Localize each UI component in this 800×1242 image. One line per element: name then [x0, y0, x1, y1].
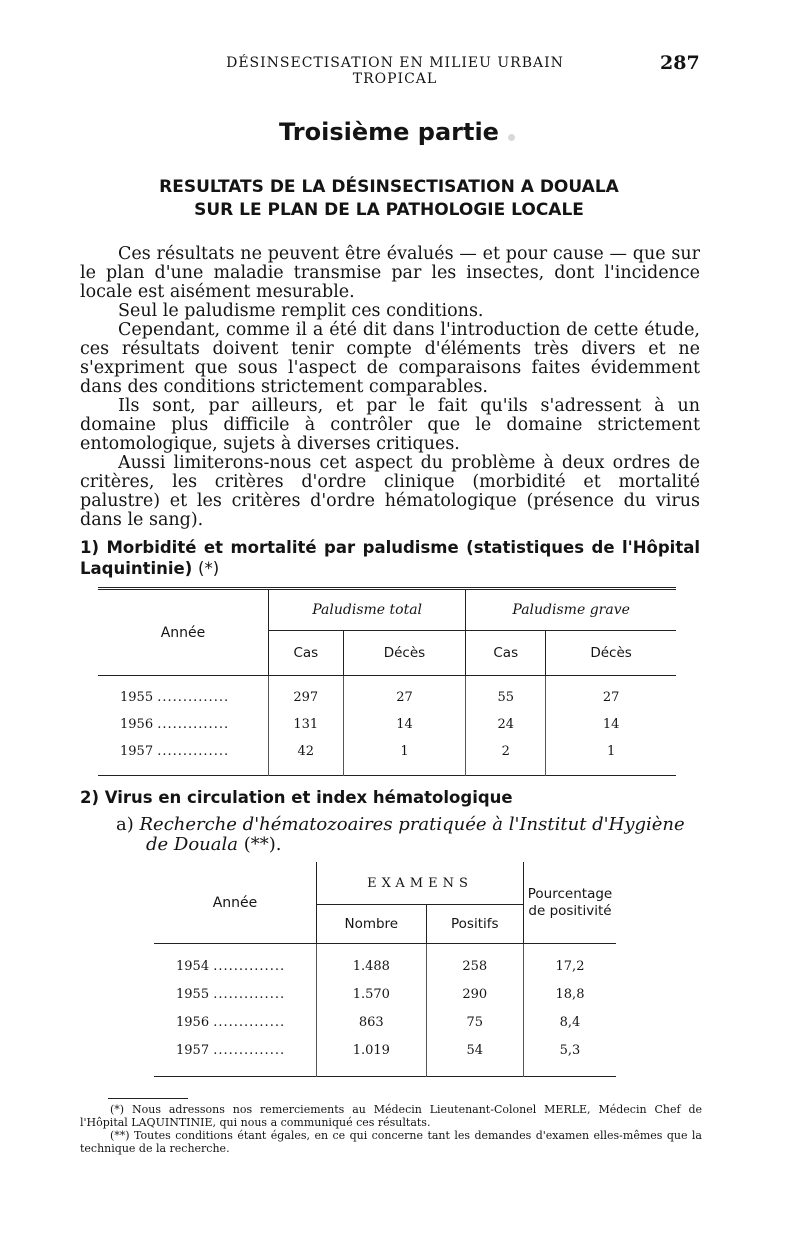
table-row	[98, 676, 676, 712]
leader-dots: ..............	[213, 986, 286, 1002]
cell: 17,2	[524, 944, 617, 981]
leader-dots: ..............	[157, 717, 230, 732]
table-row	[154, 1036, 616, 1077]
leader-dots: ..............	[157, 690, 230, 705]
footnote-ref: (**).	[243, 834, 282, 855]
subheading-letter: a)	[116, 814, 134, 835]
cell: 14	[343, 711, 466, 738]
subheading	[116, 815, 706, 855]
severe-malaria-header: Paludisme grave	[466, 589, 676, 631]
table-row	[98, 711, 676, 738]
footnote-ref: (*)	[198, 559, 220, 578]
cell: 55	[466, 676, 546, 712]
footnotes	[80, 1103, 702, 1155]
total-malaria-header: Paludisme total	[269, 589, 466, 631]
year-cell: 1957	[120, 744, 154, 759]
row-label	[154, 980, 317, 1008]
running-title: DÉSINSECTISATION EN MILIEU URBAIN TROPICAL	[226, 55, 564, 87]
cell: 297	[269, 676, 344, 712]
cell: 14	[546, 711, 676, 738]
cell: 131	[269, 711, 344, 738]
hematozoa-table	[154, 862, 616, 1077]
count-header: Nombre	[317, 905, 427, 944]
cell: 2	[466, 738, 546, 776]
positives-header: Positifs	[426, 905, 523, 944]
cell: 27	[343, 676, 466, 712]
subheading-line-2: de Douala	[146, 834, 238, 855]
year-cell: 1956	[176, 1014, 210, 1030]
cell: 24	[466, 711, 546, 738]
cell: 18,8	[524, 980, 617, 1008]
cell: 5,3	[524, 1036, 617, 1077]
paragraph: Aussi limiterons-nous cet aspect du problème à deux ordres de critères, les critères d'ordre clinique (morbidité et mortalité palustre) et les critères d'ordre hématologique (présence du virus dans le sang).	[80, 453, 700, 530]
leader-dots: ..............	[213, 1014, 286, 1030]
deaths-header: Décès	[546, 631, 676, 676]
ink-blot	[508, 134, 515, 141]
paragraph: Ils sont, par ailleurs, et par le fait qu'ils s'adressent à un domaine plus difficile à contrôler que le domaine strictement entomologique, sujets à diverses critiques.	[80, 396, 700, 454]
footnote: (**) Toutes conditions étant égales, en ce qui concerne tant les demandes d'examen elles-mêmes que la technique de la recherche.	[80, 1129, 702, 1155]
row-label	[154, 1036, 317, 1077]
year-cell: 1955	[120, 690, 154, 705]
year-cell: 1955	[176, 986, 210, 1002]
paragraph: Ces résultats ne peuvent être évalués — et pour cause — que sur le plan d'une maladie transmise par les insectes, dont l'incidence locale est aisément mesurable.	[80, 244, 700, 302]
cell: 1.570	[317, 980, 427, 1008]
section-heading-1	[80, 537, 700, 579]
part-title: Troisième partie	[279, 118, 499, 146]
row-label	[154, 944, 317, 981]
section-title-line-1: RESULTATS DE LA DÉSINSECTISATION A DOUALA	[159, 177, 619, 197]
year-cell: 1956	[120, 717, 154, 732]
year-cell: 1954	[176, 958, 210, 974]
cell: 1	[343, 738, 466, 776]
exams-header: EXAMENS	[317, 862, 524, 905]
leader-dots: ..............	[157, 744, 230, 759]
cell: 27	[546, 676, 676, 712]
cell: 42	[269, 738, 344, 776]
cell: 75	[426, 1008, 523, 1036]
leader-dots: ..............	[213, 958, 286, 974]
section-title	[0, 176, 778, 222]
footnote-rule	[108, 1098, 188, 1099]
table-row	[154, 1008, 616, 1036]
malaria-table	[98, 587, 676, 776]
body-text	[80, 245, 700, 530]
table-row	[154, 980, 616, 1008]
subheading-line-1: Recherche d'hématozoaires pratiquée à l'Institut d'Hygiène	[139, 814, 685, 835]
positivity-header-line-1: Pourcentage	[527, 885, 613, 902]
cell: 290	[426, 980, 523, 1008]
table-row	[98, 738, 676, 776]
year-header: Année	[98, 589, 269, 676]
row-label	[154, 1008, 317, 1036]
cases-header: Cas	[269, 631, 344, 676]
row-label	[98, 676, 269, 712]
leader-dots: ..............	[213, 1042, 286, 1058]
cell: 54	[426, 1036, 523, 1077]
section-heading-2: 2) Virus en circulation et index hématologique	[80, 788, 513, 807]
cell: 1.488	[317, 944, 427, 981]
year-header: Année	[154, 862, 317, 944]
row-label	[98, 738, 269, 776]
year-cell: 1957	[176, 1042, 210, 1058]
cell: 1.019	[317, 1036, 427, 1077]
cell: 258	[426, 944, 523, 981]
section-title-line-2: SUR LE PLAN DE LA PATHOLOGIE LOCALE	[194, 200, 584, 220]
cell: 863	[317, 1008, 427, 1036]
cases-header: Cas	[466, 631, 546, 676]
section-heading-1-text: 1) Morbidité et mortalité par paludisme (statistiques de l'Hôpital Laquintinie)	[80, 538, 700, 578]
positivity-header	[524, 862, 617, 944]
footnote: (*) Nous adressons nos remerciements au Médecin Lieutenant-Colonel MERLE, Médecin Chef de l'Hôpital LAQUINTINIE, qui nous a communiqué ces résultats.	[80, 1103, 702, 1129]
cell: 1	[546, 738, 676, 776]
row-label	[98, 711, 269, 738]
table-row	[154, 944, 616, 981]
positivity-header-line-2: de positivité	[528, 902, 612, 919]
cell: 8,4	[524, 1008, 617, 1036]
paragraph: Cependant, comme il a été dit dans l'introduction de cette étude, ces résultats doivent tenir compte d'éléments très divers et ne s'expriment que sous l'aspect de comparaisons faites évidemment dans des conditions strictement comparables.	[80, 320, 700, 397]
paragraph: Seul le paludisme remplit ces conditions.	[118, 301, 484, 321]
page-number: 287	[660, 52, 700, 74]
deaths-header: Décès	[343, 631, 466, 676]
